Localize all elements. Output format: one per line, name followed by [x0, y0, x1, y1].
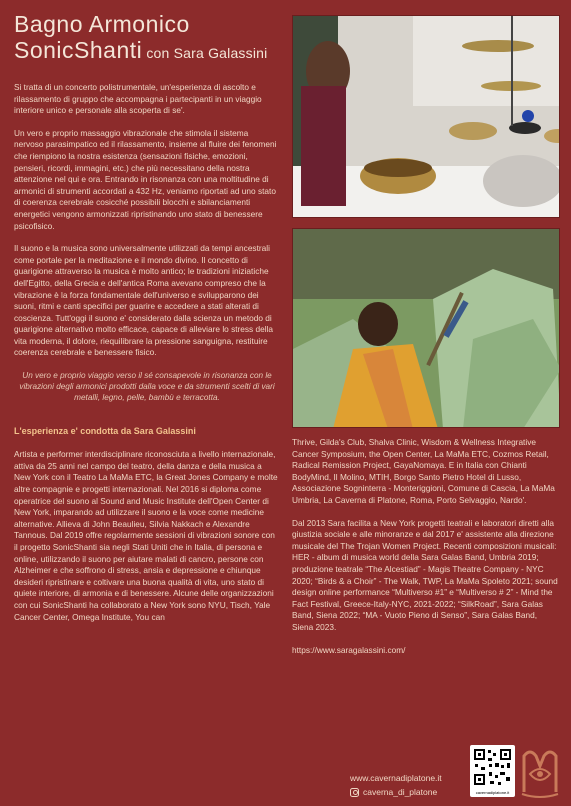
section-heading: L'esperienza e' condotta da Sara Galassini [14, 425, 196, 436]
title-line-2 [14, 37, 284, 66]
title-sonicshanti: SonicShanti [14, 37, 143, 63]
massage-paragraph: Un vero e proprio massaggio vibrazionale che stimola il sistema nervoso parasimpatico ed il rilassamento, insieme al fluire dei fenomeni che riempiono la nostra esistenza (sensazioni fisiche, emozioni, pensieri, ricordi, immagini, etc.) che più necessitano della nostra attenzione nel qui e ora. Entrando in risonanza con una moltitudine di armonici di strumenti accordati a 432 Hz, veniamo riportati ad uno stato di coerenza cerebrale cosicché possibili blocchi e sbilanciamenti energetici vengono armonizzati ripristinando uno stato di benessere psicofisico. [14, 127, 277, 231]
projects-paragraph: Dal 2013 Sara facilita a New York progetti teatrali e laboratori diretti alla giustizia sociale e alle minoranze e dal 2017 e' assistente alla direzione musicale del The Trojan Women Project. Recenti composizioni musicali: HER - album di musica world della Sara Galas Band, Umbria 2019; produzione teatrale “The Alcestiad” - Magis Theatre Company - NYC 2020; “Birds & a Choir” - The Walk, TWP, La MaMa Spoleto 2021; sound design online performance “Multiverso #1” e “Multiverso # 2” - Mind the Fact Festival, Greece-Italy-NYC, 2021-2022; “SilkRoad”, Sara Galas Band, Siena 2022; “MA - Vuoto Pieno di Senso”, Sara Galas Band, Siena 2023. [292, 517, 558, 632]
history-paragraph: Il suono e la musica sono universalmente utilizzati da tempi ancestrali come portale per la meditazione e il mondo divino. Il concetto di guarigione attraverso la musica è molto antico; le tradizioni iniziatiche dell'Egitto, della Grecia e dell'antica Roma avevano compreso che la vibrazione è la forza fondamentale dell'universo e svilupparono dei suoni, ritmi e canti specifici per guarire e accedere a stati alterati di coscienza. Tutt'oggi il suono e' considerato dalla scienza un metodo di guarigione alternativo molto efficace, capace di alleviare lo stress della vita moderna, il dolore, riequilibrare la pressione sanguigna, restituire coerenza cerebrale e benessere fisico. [14, 243, 274, 358]
collaborations-paragraph: Thrive, Gilda's Club, Shalva Clinic, Wisdom & Wellness Integrative Cancer Symposium, the Open Center, La MaMa ETC, Cozmos Retail, Radical Remission Project, GayaNomaya. E in Italia con Chianti BodyMind, Il Molino, MTIH, Borgo Santo Pietro Hotel di Lusso, Associazione Sogninterra - Monteriggioni, Comune di Cascia, La MaMa Umbria, La Caverna di Platone, Roma, Porto Selvaggio, Nardo'. [292, 437, 555, 505]
qr-code[interactable] [470, 745, 515, 797]
footer-website[interactable]: www.cavernadiplatone.it [350, 773, 442, 783]
caverna-di-platone-logo [518, 744, 563, 799]
left-column [14, 82, 280, 634]
website-link[interactable]: https://www.saragalassini.com/ [292, 644, 406, 655]
footer-instagram[interactable] [350, 787, 437, 797]
bio-paragraph: Artista e performer interdisciplinare riconosciuta a livello internazionale, attiva da 25 anni nel campo del teatro, della danza e della musica a New York con il Teatro La MaMa ETC, la Great Jones Company e molte altre compagnie e progetti internazionali. Nel 2016 si diploma come operatrice del suono al Sound and Music Institute dell'Open Center di New York, imparando ad utilizzare il suono e la voce come medicine alternative. Allieva di John Beaulieu, Silvia Nakkach e Alexandre Tannous. Dal 2019 offre regolarmente sessioni di vibrazioni sonore con il progetto SonicShanti sia negli Stati Uniti che in Italia, di persona e online, utilizzando il suono per aiutare malati di cancro, persone con Alzheimer e che soffrono di stress, ansia e depressione e chiunque desideri ripristinare e coltivare una buona qualità di vita, uno stato di quiete interiore, di armonia e di benessere. Alcune delle organizzazioni con cui SonicShanti ha collaborato a New York sono NYU, Tisch, Yale Cancer Center, Omega Institute, You can [14, 449, 278, 622]
pull-quote: Un vero e proprio viaggio verso il sé consapevole in risonanza con le vibrazioni degli armonici prodotti dalla voce e da strumenti scelti di vari metalli, legno, pelle, bambù e terracotta. [19, 371, 275, 403]
instagram-handle: caverna_di_platone [363, 787, 438, 797]
title-line-1: Bagno Armonico [14, 11, 190, 37]
page-title [14, 12, 284, 66]
photo-performer-outdoors [292, 228, 560, 428]
right-column [292, 437, 560, 667]
instagram-icon [350, 788, 359, 797]
qr-code-icon [470, 745, 515, 789]
logo-icon [518, 744, 563, 799]
title-subtitle: con Sara Galassini [142, 45, 268, 61]
intro-paragraph: Si tratta di un concerto polistrumentale, un'esperienza di ascolto e rilassamento di gruppo che accompagna i partecipanti in un viaggio interiore unico e personale alla scoperta di se'. [14, 82, 262, 116]
qr-label: cavernadiplatone.it [475, 790, 510, 795]
photo-sound-bath-session [292, 15, 560, 218]
